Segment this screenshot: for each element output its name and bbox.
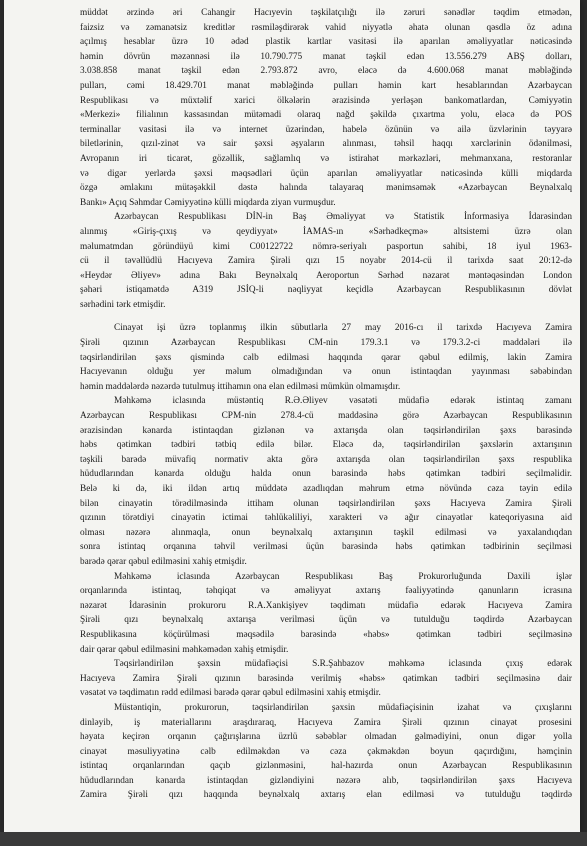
text-line: nəzarət İdarəsinin prokuroru R.A.Xankişiyev təqdimatı müdafiə edərək Hacıyeva Zamira xyxy=(80,600,572,611)
text-line: qızının törətdiyi cinayətin ictimai təhlükəliliyi, xarakteri və ağır cinayətlər kateqoriyasına aid xyxy=(80,513,572,524)
document-body xyxy=(80,6,572,803)
text-line: Azərbaycan Respublikası DİN-in Baş Əməliyyat və Statistik İnformasiya İdarəsindən xyxy=(114,212,572,223)
paragraph-1 xyxy=(80,6,572,210)
text-line: 3.038.858 manat təşkil edən 2.793.872 avro, eləcə də 4.600.068 manat məbləğində xyxy=(80,66,572,77)
paragraph-6 xyxy=(80,657,572,701)
text-line: özgə əmlakını mütəşəkkil dəstə halında talayaraq mənimsəmək «Azərbaycan Beynəlxalq xyxy=(80,183,572,194)
paragraph-4 xyxy=(80,394,572,569)
paragraph-2 xyxy=(80,210,572,312)
text-line: həmin maddələrdə nəzərdə tutulmuş ittihamın ona elan edilməsi mümkün olmamışdır. xyxy=(80,381,401,392)
paragraph-3 xyxy=(80,321,572,394)
text-line: terminallar vasitəsi ilə və internet üzərindən, habelə özünün və ailə üzvlərinin təyyarə xyxy=(80,124,572,135)
scan-bottom-edge xyxy=(0,832,587,846)
text-line: Müstəntiqin, prokurorun, təqsirləndirilən şəxsin müdafiəçisinin izahat və çıxışlarını xyxy=(114,702,572,713)
paragraph-7 xyxy=(80,701,572,803)
text-line: Belə ki də, iki ildən artıq müddətə azadlıqdan məhrum etmə növündə cəza təyin edilə xyxy=(80,484,572,494)
text-line: həmin dövrün məzənnəsi ilə 10.790.775 manat təşkil edən 13.556.279 ABŞ dolları, xyxy=(80,51,572,62)
text-line: Məhkəmə iclasında Azərbaycan Respublikası Baş Prokurorluğunda Daxili işlər xyxy=(114,571,572,582)
text-line: vəsatət və təqdimatın rədd edilməsi barədə qərar qəbul edilməsini xahiş etmişdir. xyxy=(80,688,381,699)
text-line: Hacıyeva Zamira Şirəli qızının barəsində verilmiş «həbs» qətimkan tədbiri seçilməsinə dair xyxy=(80,673,572,684)
text-line: alınmış «Giriş-çıxış və qeydiyyat» İAMAS-ın «Sərhədkeçmə» altsistemi üzrə olan xyxy=(80,226,572,237)
text-line: sonra istintaq orqanına təhvil verilməsi üçün barəsində həbs qətimkan tədbirinin seçilməsi xyxy=(80,542,572,553)
text-line: Məhkəmə iclasında müstəntiq R.Ə.Əliyev vəsatəti müdafiə edərək istintaq zamanı xyxy=(114,396,572,407)
text-line: müddət ərzində əri Cahangir Hacıyevin təşkilatçılığı ilə zəruri sənədlər təqdim etmədən, xyxy=(80,8,572,18)
text-line: Respublikası və müxtəlif xarici ölkələrin ərazisində yerləşən bankomatlardan, Cəmiyyətin xyxy=(80,95,572,106)
text-line: biletlərinin, qızıl-zinət və sair şəxsi əşyaların alınması, təhsil haqqı xərclərinin ödənilməsi, xyxy=(80,139,572,150)
text-line: Avropanın iri ticarət, gözəllik, sağlamlıq və istirahət mərkəzləri, mehmanxana, restoranlar xyxy=(80,153,572,164)
text-line: sərhədini tərk etmişdir. xyxy=(80,299,166,310)
text-line: dinləyib, iş materiallarını araşdıraraq, Hacıyeva Zamira Şirəli qızının cinayət prosesini xyxy=(80,717,572,728)
text-line: təqsirləndirilən şəxs qismində cəlb edilməsi haqqında qərar qəbul edilmiş, lakin Zamira xyxy=(80,352,572,363)
text-line: dair qərar qəbul edilməsini məhkəmədən xahiş etmişdir. xyxy=(80,644,289,655)
text-line: Şirəli qızı beynəlxalq axtarışa verilməsi üçün və tutulduğu təqdirdə Azərbaycan xyxy=(80,615,572,626)
text-line: barədə qərar qəbul edilməsini xahiş etmişdir. xyxy=(80,556,247,567)
text-line: faizsiz və zəmanətsiz kreditlər rəsmiləşdirərək vahid niyyətlə əhatə olunan qəsdlə öz adına xyxy=(80,22,572,33)
text-line: Təqsirləndirilən şəxsin müdafiəçisi S.R.Şahbazov məhkəmə iclasında çıxış edərək xyxy=(114,659,572,670)
text-line: həyata keçirən orqanın çağırışlarına üzrlü səbəblər olmadan gəlmədiyini, onun digər yolla xyxy=(80,732,572,743)
text-line: hüdudlarından kənarda istintaqdan gizləndiyini nəzərə alıb, təqsirləndirilən şəxs Hacıyeva xyxy=(80,775,572,786)
text-line: pulları, cəmi 18.429.701 manat məbləğində pulları həmin kart hesablarından Azərbaycan xyxy=(80,80,572,91)
text-line: açılmış hesablar üzrə 10 ədəd plastik kartlar vasitəsi ilə aparılan əməliyyatlar nəticəsində xyxy=(80,37,572,48)
paragraph-5 xyxy=(80,570,572,658)
text-line: orqanlarında istintaq, təhqiqat və əməliyyat axtarış fəaliyyətində qanunların icrasına xyxy=(80,586,572,597)
text-line: Azərbaycan Respublikası CPM-nin 278.4-cü maddəsinə görə Azərbaycan Respublikasının xyxy=(80,411,572,422)
text-line: cinayət məsuliyyətinə cəlb edilməkdən və cəza çəkməkdən boyun qaçırdığını, həmçinin xyxy=(80,746,572,757)
text-line: «Heydər Əliyev» adına Bakı Beynəlxalq Aeroportun Sərhəd nəzarət məntəqəsindən London xyxy=(80,270,572,281)
text-line: istintaq orqanlarından qaçıb gizlənməsini, hal-hazırda onun Azərbaycan Respublikasının xyxy=(80,761,572,772)
text-line: təşkili barədə müvafiq normativ akta görə axtarışda olan təqsirləndirilən şəxs respublika xyxy=(80,454,572,465)
text-line: məlumatmdan göründüyü kimi C00122722 nömrə-seriyalı pasportun sahibi, 18 iyul 1963- xyxy=(80,241,572,252)
text-line: Cinayət işi üzrə toplanmış ilkin sübutlarla 27 may 2016-cı il tarixdə Hacıyeva Zamira xyxy=(114,323,572,334)
document-page xyxy=(4,0,580,832)
text-line: «Merkezi» filialının kassasından mütəmadi olaraq nağd şəkildə çıxartma yolu, eləcə də POS xyxy=(80,110,572,121)
text-line: Şirəli qızının Azərbaycan Respublikası CM-nin 179.3.1 və 179.3.2-ci maddələri ilə xyxy=(80,338,572,349)
text-line: olması nəzərə alınmaqla, onun beynəlxalq axtarışının təşkil edilməsi və yaxalandıqdan xyxy=(80,527,572,538)
text-line: bilən cinayətin törədilməsində ittiham olunan təqsirləndirilən şəxs Hacıyeva Zamira Şirəli xyxy=(80,498,572,509)
text-line: Bankı» Açıq Səhmdar Cəmiyyətinə külli miqdarda ziyan vurmuşdur. xyxy=(80,197,336,208)
text-line: Respublikasına köçürülməsi məqsədilə barəsində «həbs» qətimkan tədbiri seçilməsinə xyxy=(80,629,572,640)
text-line: Zamira Şirəli qızı haqqında beynəlxalq axtarış elan edilməsi və tutulduğu təqdirdə xyxy=(80,790,572,801)
text-line: cü il təvəllüdlü Hacıyeva Zamira Şirəli qızı 15 noyabr 2014-cü il tarixdə saat 20:12-də xyxy=(80,256,572,267)
text-line: şəhəri istiqamətdə A319 JSİQ-li nəqliyyat keçidlə Azərbaycan Respublikasının dövlət xyxy=(80,285,572,296)
text-line: və digər yerlərdə şəxsi məqsədləri üçün aparılan əməliyyatlar nəticəsində külli miqdarda xyxy=(80,168,572,179)
text-line: ərazisindən kənarda istintaqdan gizlənən və axtarışda olan təqsirləndirilən şəxs barəsində xyxy=(80,425,572,436)
text-line: hüdudlarından kənarda olduğu halda onun barəsində həbs qətimkan tədbiri seçilməlidir. xyxy=(80,469,572,480)
text-line: Hacıyevanın olduğu yer məlum olmadığından və onun istintaqdan yayınması səbəbindən xyxy=(80,367,572,378)
text-line: həbs qətimkan tədbiri tətbiq edilə bilər. Eləcə də, təqsirləndirilən şəxslərin axtarışının xyxy=(80,440,572,451)
